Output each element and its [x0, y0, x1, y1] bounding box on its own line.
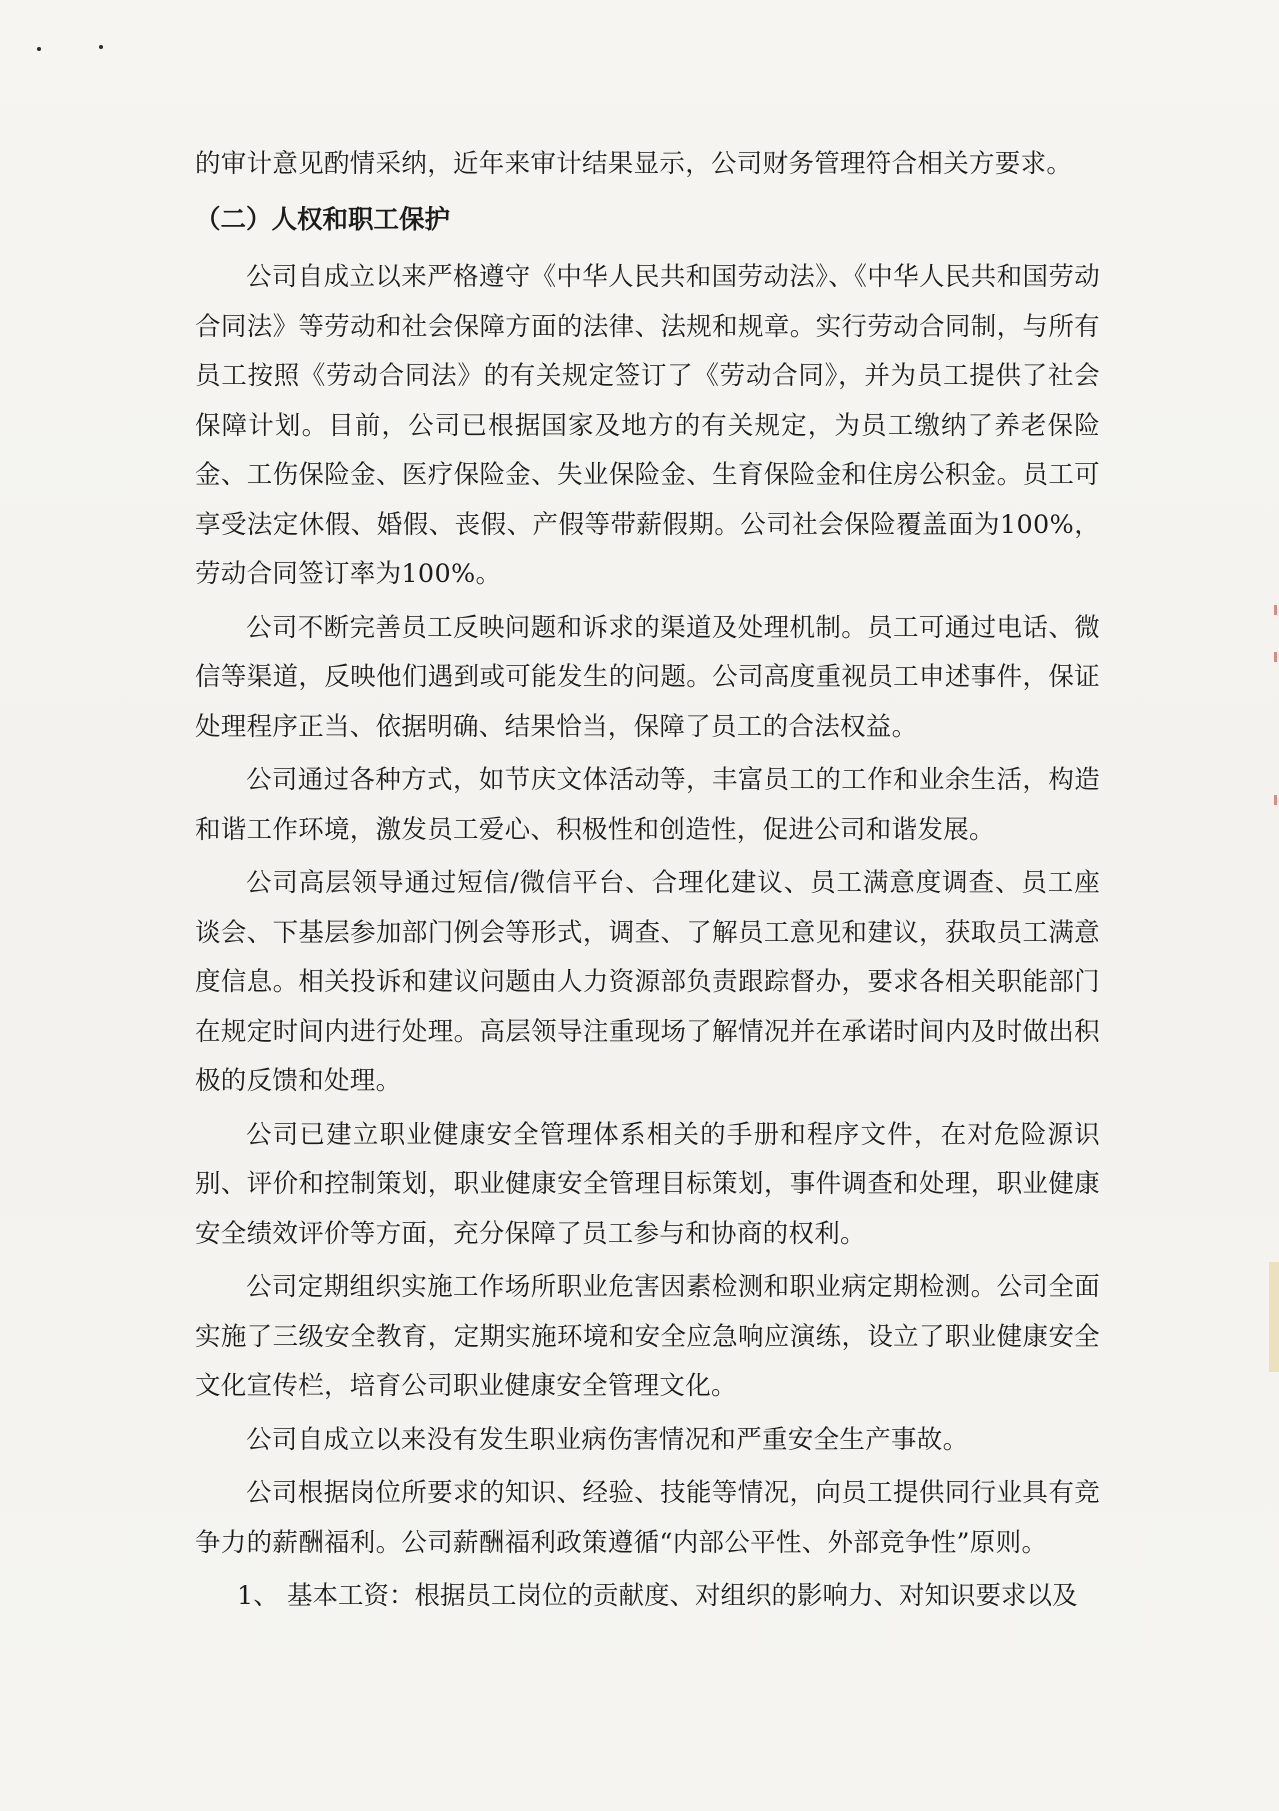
list-item-basic-salary: [237, 1572, 1100, 1622]
paragraph-compensation: 公司根据岗位所要求的知识、经验、技能等情况，向员工提供同行业具有竞争力的薪酬福利。公司薪酬福利政策遵循“内部公平性、外部竞争性”原则。: [195, 1478, 1100, 1558]
page-edge-mark: [1274, 605, 1277, 615]
page-edge-stain: [1269, 1262, 1279, 1372]
document-body: [195, 140, 1100, 1622]
paragraph-leadership-survey: 公司高层领导通过短信/微信平台、合理化建议、员工满意度调查、员工座谈会、下基层参加部门例会等形式，调查、了解员工意见和建议，获取员工满意度信息。相关投诉和建议问题由人力资源部负责跟踪督办，要求各相关职能部门在规定时间内进行处理。高层领导注重现场了解情况并在承诺时间内及时做出积极的反馈和处理。: [195, 868, 1100, 1096]
paragraph-labor-law: 公司自成立以来严格遵守《中华人民共和国劳动法》、《中华人民共和国劳动合同法》等劳动和社会保障方面的法律、法规和规章。实行劳动合同制，与所有员工按照《劳动合同法》的有关规定签订了《劳动合同》，并为员工提供了社会保障计划。目前，公司已根据国家及地方的有关规定，为员工缴纳了养老保险金、工伤保险金、医疗保险金、失业保险金、生育保险金和住房公积金。员工可享受法定休假、婚假、丧假、产假等带薪假期。公司社会保险覆盖面为100%，劳动合同签订率为100%。: [195, 262, 1100, 589]
list-item-number: 1、: [237, 1581, 279, 1611]
paragraph-activities: 公司通过各种方式，如节庆文体活动等，丰富员工的工作和业余生活，构造和谐工作环境，激发员工爱心、积极性和创造性，促进公司和谐发展。: [195, 765, 1100, 845]
continuation-paragraph: 的审计意见酌情采纳，近年来审计结果显示，公司财务管理符合相关方要求。: [195, 149, 1073, 179]
paragraph-feedback-channels: 公司不断完善员工反映问题和诉求的渠道及处理机制。员工可通过电话、微信等渠道，反映他们遇到或可能发生的问题。公司高度重视员工申述事件，保证处理程序正当、依据明确、结果恰当，保障了员工的合法权益。: [195, 612, 1100, 742]
list-item-text: 基本工资：根据员工岗位的贡献度、对组织的影响力、对知识要求以及: [287, 1581, 1078, 1611]
section-heading: （二）人权和职工保护: [195, 204, 451, 235]
page-edge-mark: [1274, 652, 1277, 662]
paragraph-no-accidents: 公司自成立以来没有发生职业病伤害情况和严重安全生产事故。: [246, 1424, 969, 1455]
paragraph-health-safety-system: 公司已建立职业健康安全管理体系相关的手册和程序文件，在对危险源识别、评价和控制策划，职业健康安全管理目标策划，事件调查和处理，职业健康安全绩效评价等方面，充分保障了员工参与和协商的权利。: [195, 1119, 1100, 1249]
paragraph-hazard-detection: 公司定期组织实施工作场所职业危害因素检测和职业病定期检测。公司全面实施了三级安全教育，定期实施环境和安全应急响应演练，设立了职业健康安全文化宣传栏，培育公司职业健康安全管理文化。: [195, 1272, 1100, 1401]
page-edge-mark: [1274, 795, 1277, 805]
scan-speck: [99, 45, 103, 49]
scan-speck: [37, 47, 41, 51]
